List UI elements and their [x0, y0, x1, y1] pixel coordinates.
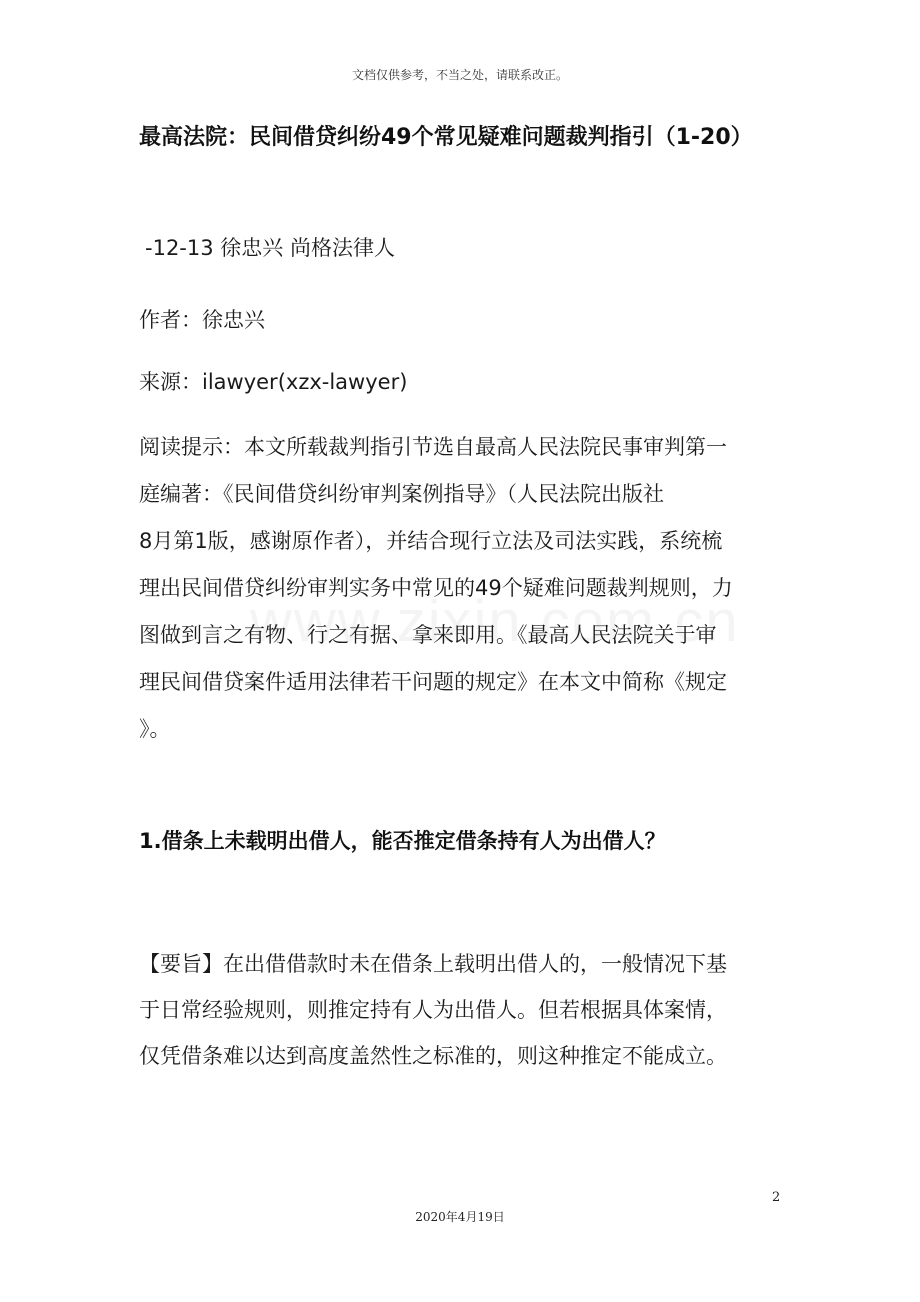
paragraph-line: 》。: [139, 717, 171, 741]
header-disclaimer: 文档仅供参考，不当之处，请联系改正。: [351, 68, 568, 82]
publish-date-line: -12-13 徐忠兴 尚格法律人: [145, 236, 395, 260]
paragraph-line: 于日常经验规则，则推定持有人为出借人。但若根据具体案情，: [139, 998, 727, 1022]
page-number: 2: [772, 1190, 781, 1205]
author-line: 作者：徐忠兴: [139, 308, 265, 332]
reading-tip-paragraph: [139, 424, 775, 753]
source-line: 来源：ilawyer(xzx-lawyer): [139, 370, 408, 394]
paragraph-line: 庭编著：《民间借贷纠纷审判案例指导》（人民法院出版社: [139, 482, 664, 506]
paragraph-line: 图做到言之有物、行之有据、拿来即用。《最高人民法院关于审: [139, 623, 717, 647]
article-title: 最高法院：民间借贷纠纷49个常见疑难问题裁判指引（1-20）: [139, 125, 753, 150]
paragraph-line: 【要旨】在出借借款时未在借条上载明出借人的，一般情况下基: [139, 952, 727, 976]
article-body: [139, 118, 779, 1079]
paragraph-line: 8月第1版，感谢原作者），并结合现行立法及司法实践，系统梳: [139, 529, 723, 553]
footer-date: 2020年4月19日: [415, 1210, 505, 1224]
gist-paragraph: [139, 941, 779, 1079]
question-heading: 1.借条上未载明出借人，能否推定借条持有人为出借人？: [139, 829, 666, 853]
paragraph-line: 阅读提示：本文所载裁判指引节选自最高人民法院民事审判第一: [139, 435, 727, 459]
paragraph-line: 仅凭借条难以达到高度盖然性之标准的，则这种推定不能成立。: [139, 1044, 727, 1068]
paragraph-line: 理出民间借贷纠纷审判实务中常见的49个疑难问题裁判规则，力: [139, 576, 733, 600]
paragraph-line: 理民间借贷案件适用法律若干问题的规定》在本文中简称《规定: [139, 670, 727, 694]
